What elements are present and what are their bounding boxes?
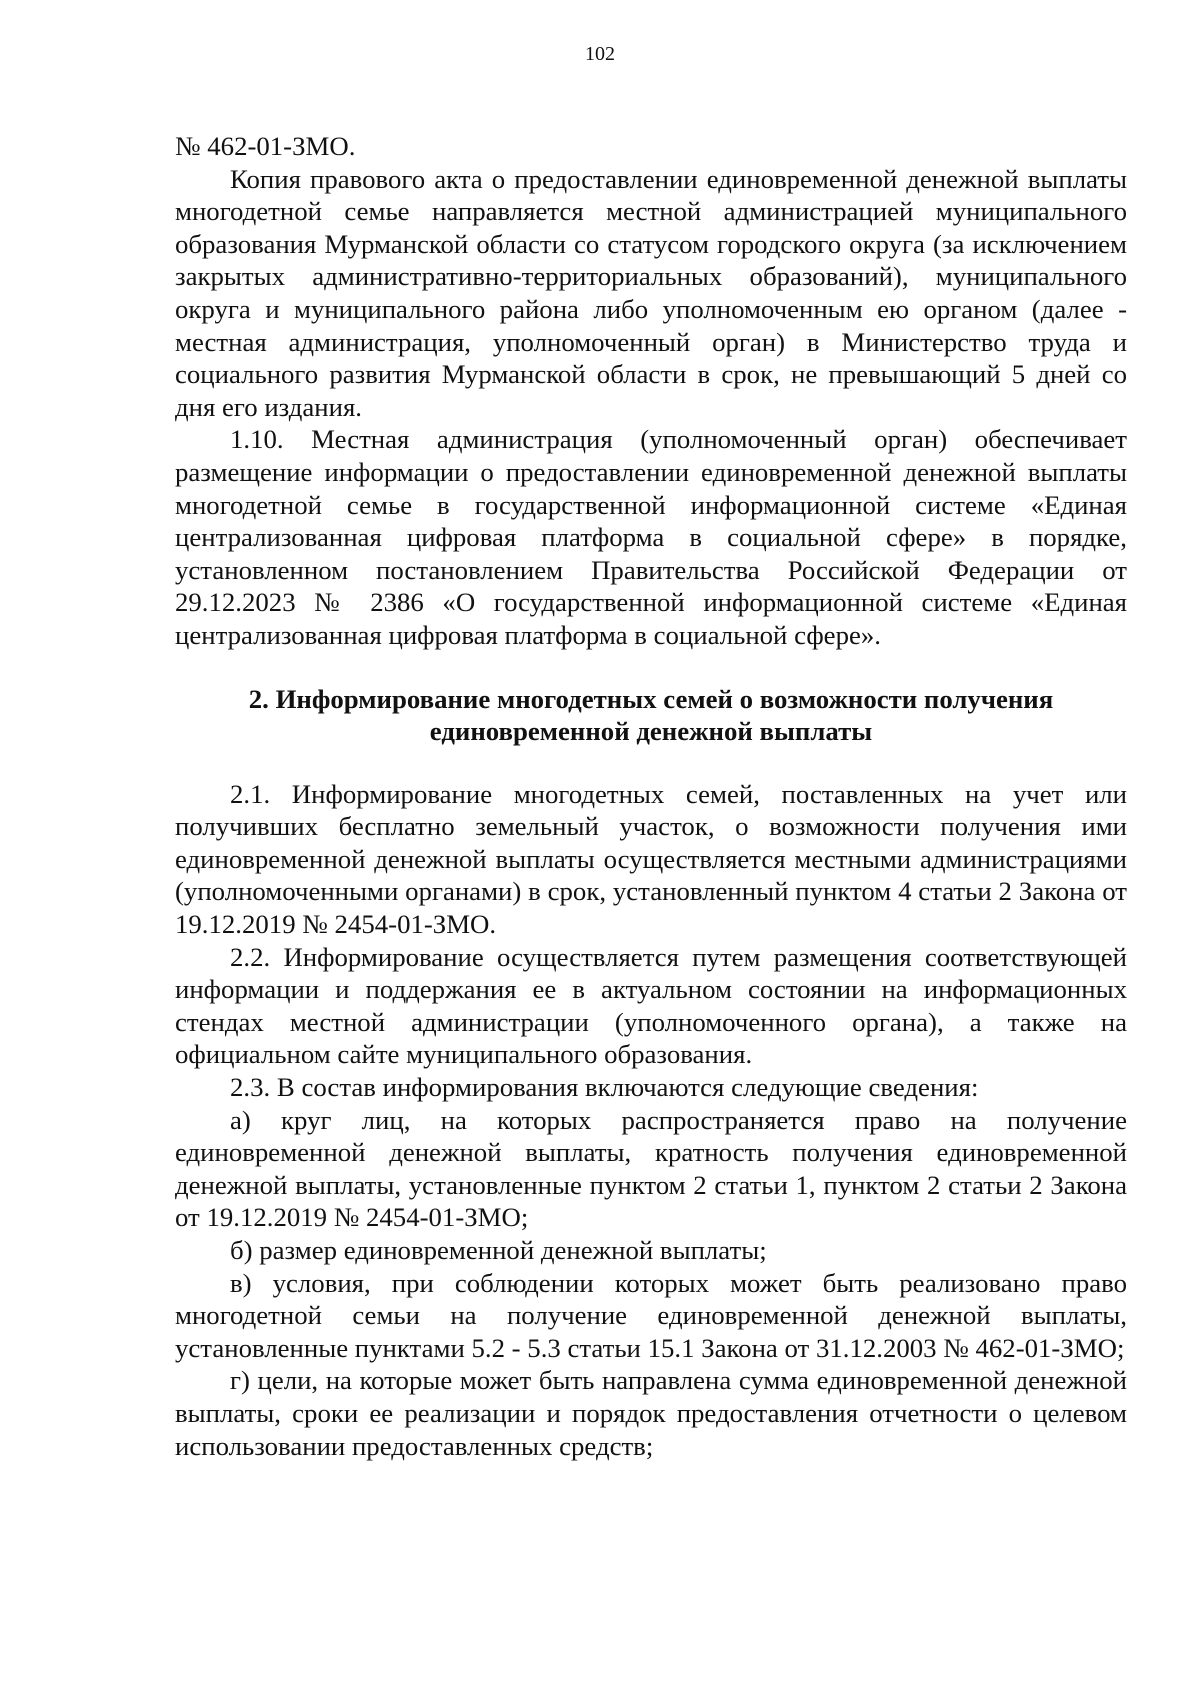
page-number: 102 <box>585 43 615 65</box>
paragraph-2-2: 2.2. Информирование осуществляется путем размещения соответствующей информации и поддержания ее в актуальном состоянии на информационных стендах местной администрации (уполномоченного органа), а также на официальном сайте муниципального образования. <box>175 941 1127 1070</box>
paragraph-2-1: 2.1. Информирование многодетных семей, поставленных на учет или получивших бесплатно земельный участок, о возможности получения ими единовременной денежной выплаты осуществляется местными администрациями (уполномоченными органами) в срок, установленный пунктом 4 статьи 2 Закона от 19.12.2019 № 2454-01-ЗМО. <box>175 778 1127 940</box>
paragraph-2-3: 2.3. В состав информирования включаются следующие сведения: <box>230 1072 979 1103</box>
document-body <box>175 130 1127 1462</box>
list-item-v: в) условия, при соблюдении которых может быть реализовано право многодетной семьи на получение единовременной денежной выплаты, установленные пунктами 5.2 - 5.3 статьи 15.1 Закона от 31.12.2003 № 462-01-ЗМО; <box>175 1267 1127 1363</box>
list-item-a: а) круг лиц, на которых распространяется право на получение единовременной денежной выплаты, кратность получения единовременной денежной выплаты, установленные пунктом 2 статьи 1, пунктом 2 статьи 2 Закона от 19.12.2019 № 2454-01-ЗМО; <box>175 1104 1127 1233</box>
section-heading <box>175 683 1127 748</box>
section-heading-line-1: 2. Информирование многодетных семей о возможности получения <box>248 683 1054 714</box>
paragraph-copy-of-act: Копия правового акта о предоставлении единовременной денежной выплаты многодетной семье направляется местной администрацией муниципального образования Мурманской области со статусом городского округа (за исключением закрытых административно-территориальных образований), муниципального округа и муниципального района либо уполномоченным ею органом (далее - местная администрация, уполномоченный орган) в Министерство труда и социального развития Мурманской области в срок, не превышающий 5 дней со дня его издания. <box>175 163 1127 422</box>
section-heading-line-2: единовременной денежной выплаты <box>429 716 873 747</box>
paragraph-continuation: № 462-01-ЗМО. <box>175 131 356 161</box>
list-item-g: г) цели, на которые может быть направлена сумма единовременной денежной выплаты, сроки ее реализации и порядок предоставления отчетности о целевом использовании предоставленных средств; <box>175 1365 1127 1461</box>
list-item-b: б) размер единовременной денежной выплаты; <box>230 1235 767 1265</box>
paragraph-1-10: 1.10. Местная администрация (уполномоченный орган) обеспечивает размещение информации о предоставлении единовременной денежной выплаты многодетной семье в государственной информационной системе «Единая централизованная цифровая платформа в социальной сфере» в порядке, установленном постановлением Правительства Российской Федерации от 29.12.2023 № 2386 «О государственной информационной системе «Единая централизованная цифровая платформа в социальной сфере». <box>175 424 1127 650</box>
